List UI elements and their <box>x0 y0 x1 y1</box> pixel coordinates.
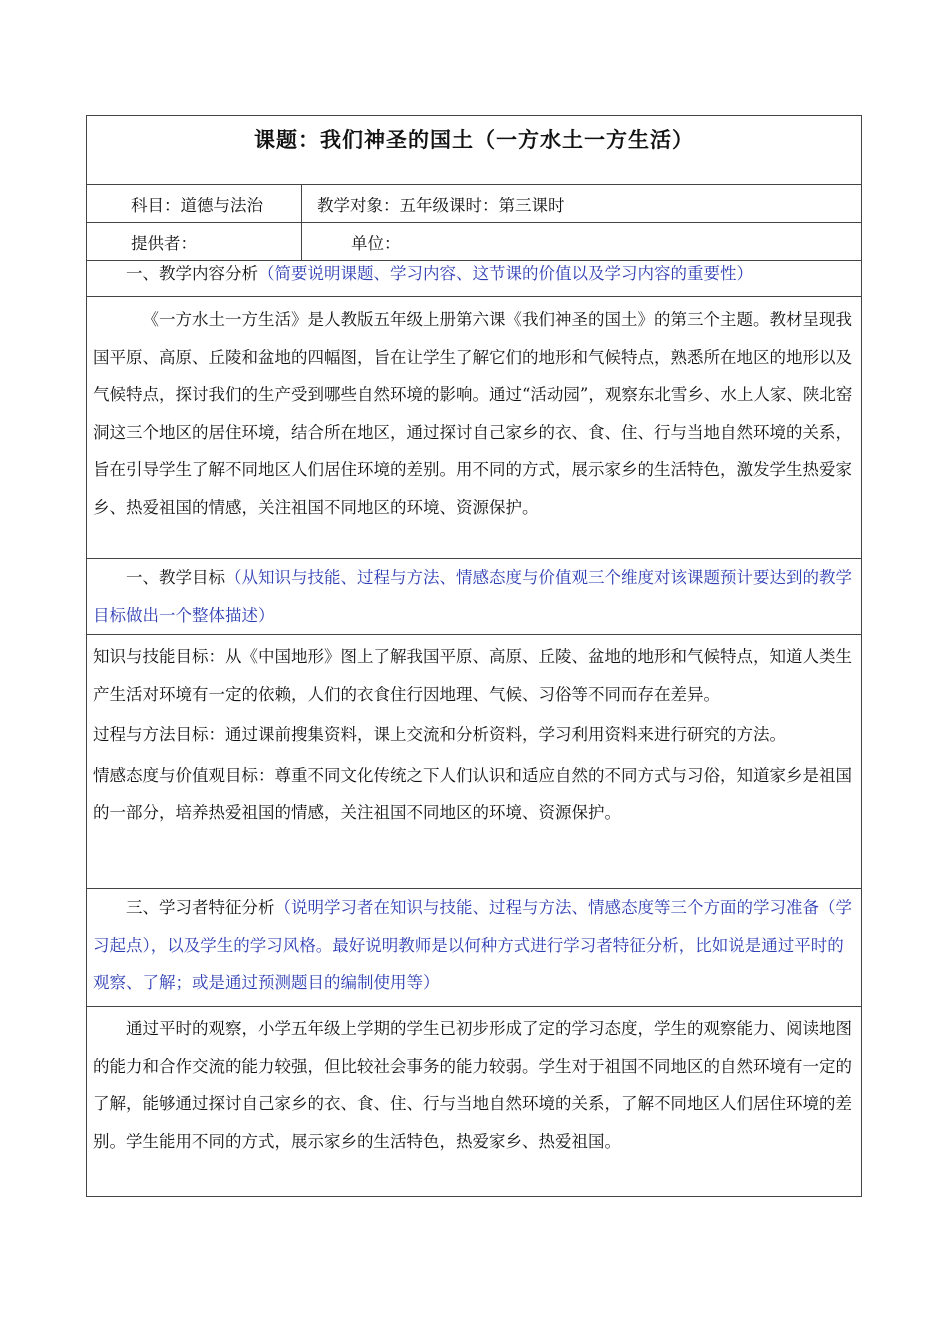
section1-heading-row <box>87 261 861 297</box>
section2-body-row <box>87 635 861 889</box>
info-row-provider <box>87 223 861 261</box>
audience-label: 教学对象：五年级课时：第三课时 <box>317 195 565 215</box>
goal-attitude: 情感态度与价值观目标：尊重不同文化传统之下人们认识和适应自然的不同方式与习俗，知道家乡是祖国的一部分，培养热爱祖国的情感，关注祖国不同地区的环境、资源保护。 <box>93 765 852 822</box>
goal-knowledge: 知识与技能目标：从《中国地形》图上了解我国平原、高原、丘陵、盆地的地形和气候特点，知道人类生产生活对环境有一定的依赖，人们的衣食住行因地理、气候、习俗等不同而存在差异。 <box>93 647 852 704</box>
section3-heading <box>87 889 861 1002</box>
provider-label: 提供者： <box>131 233 197 253</box>
section3-title: 三、学习者特征分析 <box>126 898 275 917</box>
section3-heading-row <box>87 889 861 1007</box>
section3-note: （说明学习者在知识与技能、过程与方法、情感态度等三个方面的学习准备（学习起点），以及学生的学习风格。最好说明教师是以何种方式进行学习者特征分析，比如说是通过平时的观察、了解；或是通过预测题目的编制使用等） <box>93 898 852 992</box>
subject-label: 科目：道德与法治 <box>131 195 263 215</box>
section2-note: （从知识与技能、过程与方法、情感态度与价值观三个维度对该课题预计要达到的教学目标做出一个整体描述） <box>93 568 852 625</box>
info-row-subject <box>87 185 861 223</box>
lesson-plan-table <box>86 115 862 1197</box>
unit-cell <box>302 223 401 260</box>
section3-body-row <box>87 1007 861 1196</box>
section3-body: 通过平时的观察，小学五年级上学期的学生已初步形成了定的学习态度，学生的观察能力、阅读地图的能力和合作交流的能力较强，但比较社会事务的能力较弱。学生对于祖国不同地区的自然环境有一定的了解，能够通过探讨自己家乡的衣、食、住、行与当地自然环境的关系，了解不同地区人们居住环境的差别。学生能用不同的方式，展示家乡的生活特色，热爱家乡、热爱祖国。 <box>93 1019 852 1151</box>
lesson-title: 课题：我们神圣的国土（一方水土一方生活） <box>254 128 694 152</box>
unit-label: 单位： <box>351 233 401 253</box>
section1-heading <box>87 261 861 293</box>
section1-body-row <box>87 297 861 559</box>
section2-heading <box>87 559 861 634</box>
section1-body: 《一方水土一方生活》是人教版五年级上册第六课《我们神圣的国土》的第三个主题。教材呈现我国平原、高原、丘陵和盆地的四幅图，旨在让学生了解它们的地形和气候特点，熟悉所在地区的地形以及气候特点，探讨我们的生产受到哪些自然环境的影响。通过“活动园”，观察东北雪乡、水上人家、陕北窑洞这三个地区的居住环境，结合所在地区，通过探讨自己家乡的衣、食、住、行与当地自然环境的关系，旨在引导学生了解不同地区人们居住环境的差别。用不同的方式，展示家乡的生活特色，激发学生热爱家乡、热爱祖国的情感，关注祖国不同地区的环境、资源保护。 <box>93 310 853 517</box>
section2-title: 一、教学目标 <box>126 568 225 587</box>
goal-process: 过程与方法目标：通过课前搜集资料，课上交流和分析资料，学习利用资料来进行研究的方法。 <box>93 725 786 744</box>
provider-cell <box>87 223 302 260</box>
section2-heading-row <box>87 559 861 635</box>
audience-cell <box>302 185 565 222</box>
subject-cell <box>87 185 302 222</box>
section1-note: （简要说明课题、学习内容、这节课的价值以及学习内容的重要性） <box>258 264 753 283</box>
title-row <box>87 116 861 185</box>
section1-title: 一、教学内容分析 <box>126 264 258 283</box>
